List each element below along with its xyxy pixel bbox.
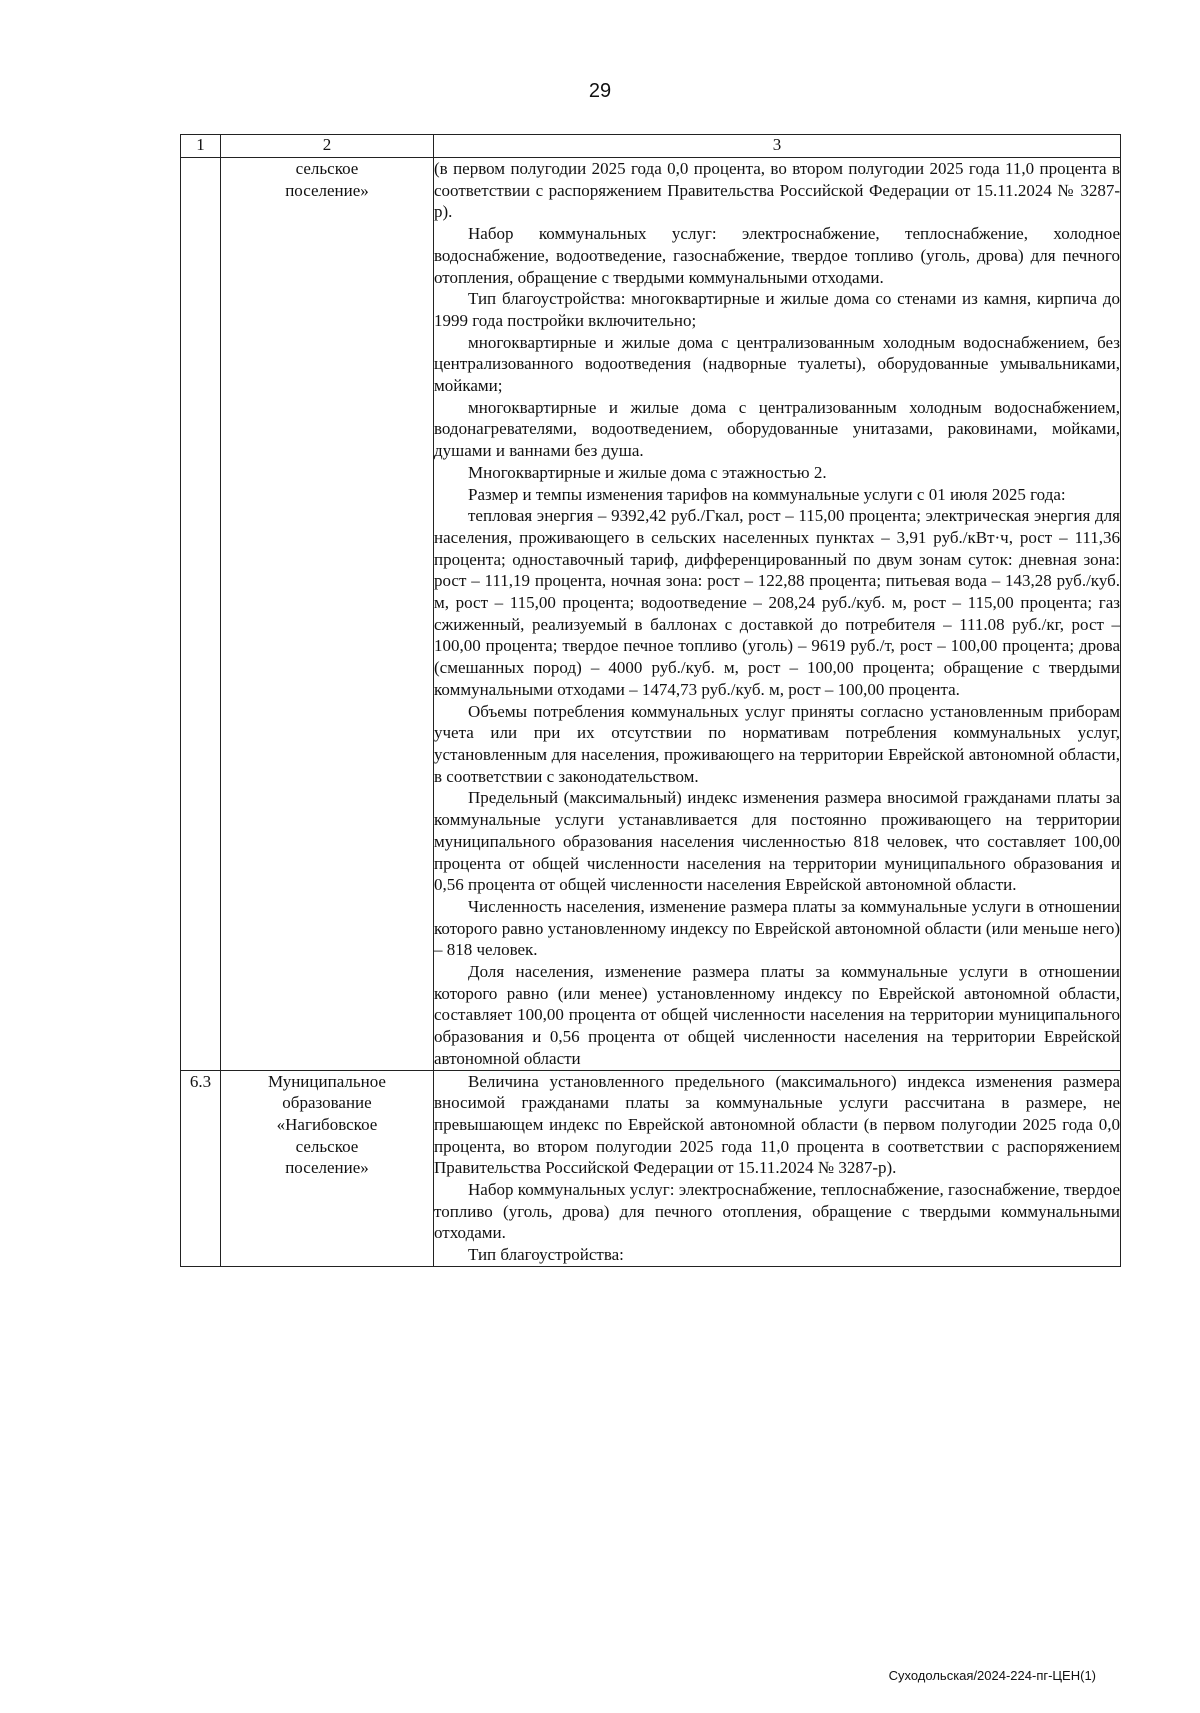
name-line: поселение» [285, 180, 369, 200]
description-cell [434, 1070, 1121, 1266]
table-row [181, 158, 1121, 1071]
municipality-name [221, 1070, 434, 1266]
name-line: образование [282, 1093, 372, 1113]
paragraph: Численность населения, изменение размера платы за коммунальные услуги в отношении которого равно установленному индексу по Еврейской автономной области (или меньше него) – 818 человек. [434, 896, 1120, 960]
paragraph: Доля населения, изменение размера платы за коммунальные услуги в отношении которого равно (или менее) установленному индексу по Еврейской автономной области, составляет 100,00 процента от общей численности населения на территории муниципального образования и 0,56 процента от общей численности населения на территории Еврейской автономной области [434, 962, 1120, 1068]
name-line: сельское [295, 159, 359, 178]
paragraph: многоквартирные и жилые дома с централизованным холодным водоснабжением, без централизованного водоотведения (надворные туалеты), оборудованные умывальниками, мойками; [434, 332, 1120, 396]
page-number: 29 [588, 80, 612, 102]
name-line: поселение» [285, 1158, 369, 1178]
paragraph: Набор коммунальных услуг: электроснабжение, теплоснабжение, холодное водоснабжение, водоотведение, газоснабжение, твердое топливо (уголь, дрова) для печного отопления, обращение с твердыми коммунальными отходами. [434, 224, 1120, 287]
paragraph: многоквартирные и жилые дома с централизованным холодным водоснабжением, водонагревателями, водоотведением, оборудованные унитазами, раковинами, мойками, душами и ваннами без душа. [434, 397, 1120, 461]
name-line: «Нагибовское [276, 1114, 378, 1134]
description-cell [434, 158, 1121, 1071]
name-line: Муниципальное [268, 1071, 386, 1091]
table-row [181, 1070, 1121, 1266]
tariff-table [180, 134, 1121, 1267]
paragraph: Величина установленного предельного (максимального) индекса изменения размера вносимой гражданами платы за коммунальные услуги рассчитана в размере, не превышающем индекс по Еврейской автономной области (в первом полугодии 2025 года 0,0 процента, во втором полугодии 2025 года 11,0 процента в соответствии с распоряжением Правительства Российской Федерации от 15.11.2024 № 3287-р). [434, 1071, 1120, 1178]
header-cell-3: 3 [434, 135, 1121, 158]
paragraph: (в первом полугодии 2025 года 0,0 процента, во втором полугодии 2025 года 11,0 процента в соответствии с распоряжением Правительства Российской Федерации от 15.11.2024 № 3287-р). [434, 159, 1120, 222]
paragraph: Предельный (максимальный) индекс изменения размера вносимой гражданами платы за коммунальные услуги устанавливается для постоянно проживающего на территории муниципального образования населения численностью 818 человек, что составляет 100,00 процента от общей численности населения на территории муниципального образования и 0,56 процента от общей численности населения Еврейской автономной области. [434, 788, 1120, 895]
paragraph: Объемы потребления коммунальных услуг приняты согласно установленным приборам учета или при их отсутствии по нормативам потребления коммунальных услуг, установленным для населения, проживающего на территории Еврейской автономной области, в соответствии с законодательством. [434, 701, 1120, 786]
row-number [181, 158, 221, 1071]
paragraph: тепловая энергия – 9392,42 руб./Гкал, рост – 115,00 процента; электрическая энергия для населения, проживающего в сельских населенных пунктах – 3,91 руб./кВт·ч, рост – 111,36 процента; одноставочный тариф, дифференцированный по двум зонам суток: дневная зона: рост – 111,19 процента, ночная зона: рост – 122,88 процента; питьевая вода – 143,28 руб./куб. м, рост – 115,00 процента; водоотведение – 208,24 руб./куб. м, рост – 115,00 процента; газ сжиженный, реализуемый в баллонах с доставкой до потребителя – 111.08 руб./кг, рост – 100,00 процента; твердое печное топливо (уголь) – 9619 руб./т, рост – 100,00 процента; дрова (смешанных пород) – 4000 руб./куб. м, рост – 100,00 процента; обращение с твердыми коммунальными отходами – 1474,73 руб./куб. м, рост – 100,00 процента. [434, 506, 1120, 699]
header-cell-1: 1 [181, 135, 221, 158]
municipality-name [221, 158, 434, 1071]
paragraph: Размер и темпы изменения тарифов на коммунальные услуги с 01 июля 2025 года: [468, 484, 1066, 504]
name-line: сельское [295, 1136, 359, 1156]
paragraph: Тип благоустройства: [468, 1245, 624, 1265]
paragraph: Многоквартирные и жилые дома с этажностью 2. [468, 462, 827, 482]
table-header-row [181, 135, 1121, 158]
row-number: 6.3 [181, 1070, 221, 1266]
paragraph: Набор коммунальных услуг: электроснабжение, теплоснабжение, газоснабжение, твердое топливо (уголь, дрова) для печного отопления, обращение с твердыми коммунальными отходами. [434, 1180, 1120, 1243]
document-code-footer: Суходольская/2024-224-пг-ЦЕН(1) [888, 1668, 1096, 1683]
header-cell-2: 2 [221, 135, 434, 158]
paragraph: Тип благоустройства: многоквартирные и жилые дома со стенами из камня, кирпича до 1999 года постройки включительно; [434, 289, 1120, 330]
